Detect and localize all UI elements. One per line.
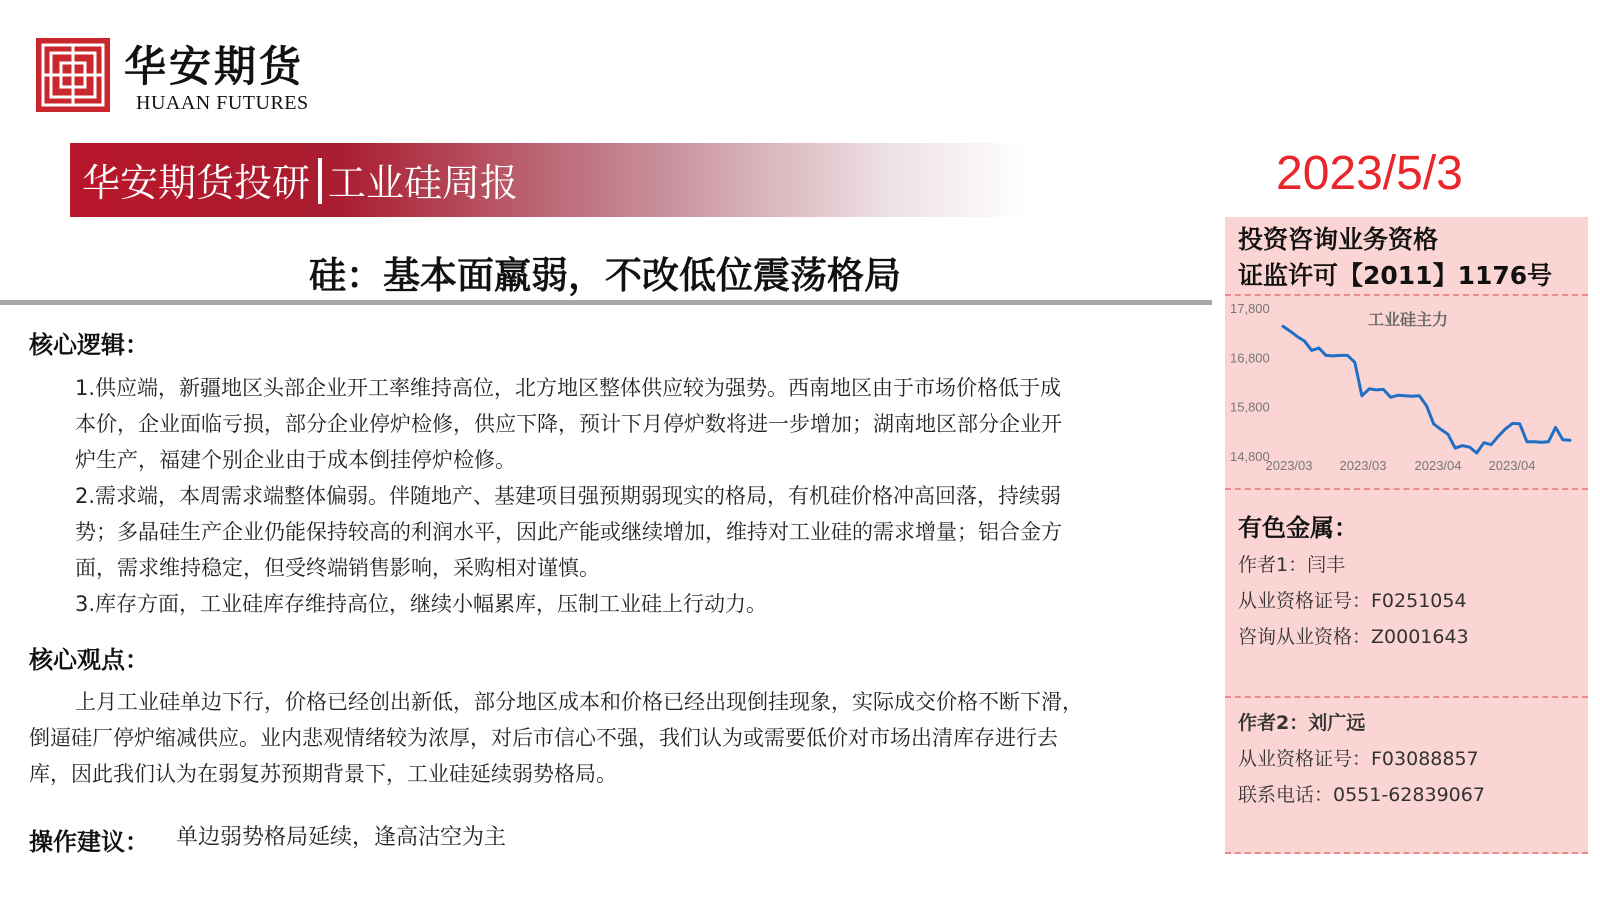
- chart-data-point: [1526, 441, 1528, 443]
- x-tick-label: 2023/04: [1414, 458, 1462, 473]
- chart-data-point: [1332, 355, 1334, 357]
- chart-data-point: [1519, 423, 1521, 425]
- chart-data-point: [1318, 347, 1320, 349]
- author-2-phone: 联系电话：0551-62839067: [1238, 784, 1485, 806]
- author-1-consult: 咨询从业资格：Z0001643: [1238, 626, 1469, 648]
- chart-data-point: [1483, 442, 1485, 444]
- chart-data-point: [1569, 439, 1571, 441]
- chart-data-point: [1390, 397, 1392, 399]
- banner-right-label: 工业硅周报: [328, 161, 519, 205]
- chart-data-point: [1476, 452, 1478, 454]
- author-2-cert: 从业资格证号：F03088857: [1238, 748, 1479, 770]
- sidebar-divider: [1225, 696, 1588, 698]
- logic-line: 炉生产，福建个别企业由于成本倒挂停炉检修。: [75, 448, 516, 472]
- chart-data-point: [1419, 395, 1421, 397]
- chart-data-point: [1340, 355, 1342, 357]
- chart-data-point: [1426, 405, 1428, 407]
- author-1: 作者1：闫丰: [1238, 554, 1346, 576]
- chart-data-point: [1505, 428, 1507, 430]
- chart-data-point: [1297, 336, 1299, 338]
- banner-separator: [318, 158, 322, 204]
- chart-data-point: [1289, 330, 1291, 332]
- qualification-line-2: 证监许可【2011】1176号: [1238, 261, 1553, 290]
- chart-data-point: [1512, 423, 1514, 425]
- advice-text: 单边弱势格局延续，逢高沽空为主: [176, 825, 507, 850]
- sidebar-divider: [1225, 852, 1588, 854]
- qualification-line-1: 投资咨询业务资格: [1238, 225, 1439, 254]
- chart-data-point: [1454, 447, 1456, 449]
- chart-data-point: [1533, 441, 1535, 443]
- chart-data-point: [1347, 355, 1349, 357]
- chart-data-point: [1469, 446, 1471, 448]
- view-line: 库，因此我们认为在弱复苏预期背景下，工业硅延续弱势格局。: [29, 762, 617, 786]
- chart-data-point: [1376, 389, 1378, 391]
- report-date: 2023/5/3: [1276, 147, 1463, 200]
- chart-data-point: [1397, 395, 1399, 397]
- chart-data-point: [1361, 395, 1363, 397]
- chart-data-point: [1325, 355, 1327, 357]
- chart-data-point: [1541, 441, 1543, 443]
- chart-data-point: [1548, 441, 1550, 443]
- price-chart: [1225, 296, 1588, 486]
- chart-title: 工业硅主力: [1367, 310, 1449, 329]
- chart-data-point: [1282, 326, 1284, 328]
- chart-data-point: [1411, 396, 1413, 398]
- view-line: 倒逼硅厂停炉缩减供应。业内悲观情绪较为浓厚，对后市信心不强，我们认为或需要低价对市场出清库存进行去: [29, 726, 1058, 750]
- x-tick-label: 2023/03: [1339, 458, 1387, 473]
- chart-data-point: [1490, 444, 1492, 446]
- logic-heading: 核心逻辑：: [29, 331, 149, 359]
- view-heading: 核心观点：: [29, 646, 149, 674]
- y-tick-label: 16,800: [1230, 350, 1270, 366]
- logic-line: 1.供应端，新疆地区头部企业开工率维持高位，北方地区整体供应较为强势。西南地区由于市场价格低于成: [75, 376, 1062, 400]
- logic-line: 面，需求维持稳定，但受终端销售影响，采购相对谨慎。: [75, 556, 600, 580]
- chart-data-point: [1447, 434, 1449, 436]
- chart-data-point: [1440, 429, 1442, 431]
- page-title: 硅：基本面羸弱，不改低位震荡格局: [309, 254, 901, 297]
- logic-line: 2.需求端，本周需求端整体偏弱。伴随地产、基建项目强预期弱现实的格局，有机硅价格冲高回落，持续弱: [75, 484, 1062, 508]
- banner-left-label: 华安期货投研: [82, 161, 311, 205]
- chart-data-point: [1498, 436, 1500, 438]
- view-line: 上月工业硅单边下行，价格已经创出新低，部分地区成本和价格已经出现倒挂现象，实际成交价格不断下滑，: [75, 690, 1083, 714]
- banner-title: [82, 152, 518, 207]
- logic-line: 本价，企业面临亏损，部分企业停炉检修，供应下降，预计下月停炉数将进一步增加；湖南地区部分企业开: [75, 412, 1062, 436]
- y-tick-label: 14,800: [1230, 449, 1270, 464]
- chart-data-point: [1404, 395, 1406, 397]
- y-tick-label: 17,800: [1230, 301, 1270, 316]
- advice-heading: 操作建议：: [29, 828, 149, 856]
- y-tick-label: 15,800: [1230, 399, 1270, 415]
- section-heading: 有色金属：: [1238, 514, 1358, 542]
- chart-data-point: [1433, 423, 1435, 425]
- logic-line: 势；多晶硅生产企业仍能保持较高的利润水平，因此产能或继续增加，维持对工业硅的需求增量；铝合金方: [75, 520, 1062, 544]
- x-tick-label: 2023/03: [1265, 458, 1313, 473]
- chart-data-point: [1383, 389, 1385, 391]
- title-divider: [0, 300, 1212, 305]
- logic-line: 3.库存方面，工业硅库存维持高位，继续小幅累库，压制工业硅上行动力。: [75, 592, 768, 616]
- logo-chinese-name: 华安期货: [124, 42, 305, 91]
- author-2: 作者2：刘广远: [1238, 712, 1366, 734]
- chart-data-point: [1354, 362, 1356, 364]
- chart-data-point: [1555, 427, 1557, 429]
- chart-data-point: [1562, 439, 1564, 441]
- sidebar-divider: [1225, 488, 1588, 490]
- logo-english-name: HUAAN FUTURES: [136, 92, 309, 114]
- author-1-cert: 从业资格证号：F0251054: [1238, 590, 1467, 612]
- x-tick-label: 2023/04: [1488, 458, 1536, 473]
- huaan-logo-icon: [36, 38, 110, 112]
- chart-data-point: [1311, 350, 1313, 352]
- chart-data-point: [1462, 445, 1464, 447]
- chart-series-line: [1283, 326, 1570, 453]
- chart-data-point: [1304, 340, 1306, 342]
- chart-data-point: [1368, 388, 1370, 390]
